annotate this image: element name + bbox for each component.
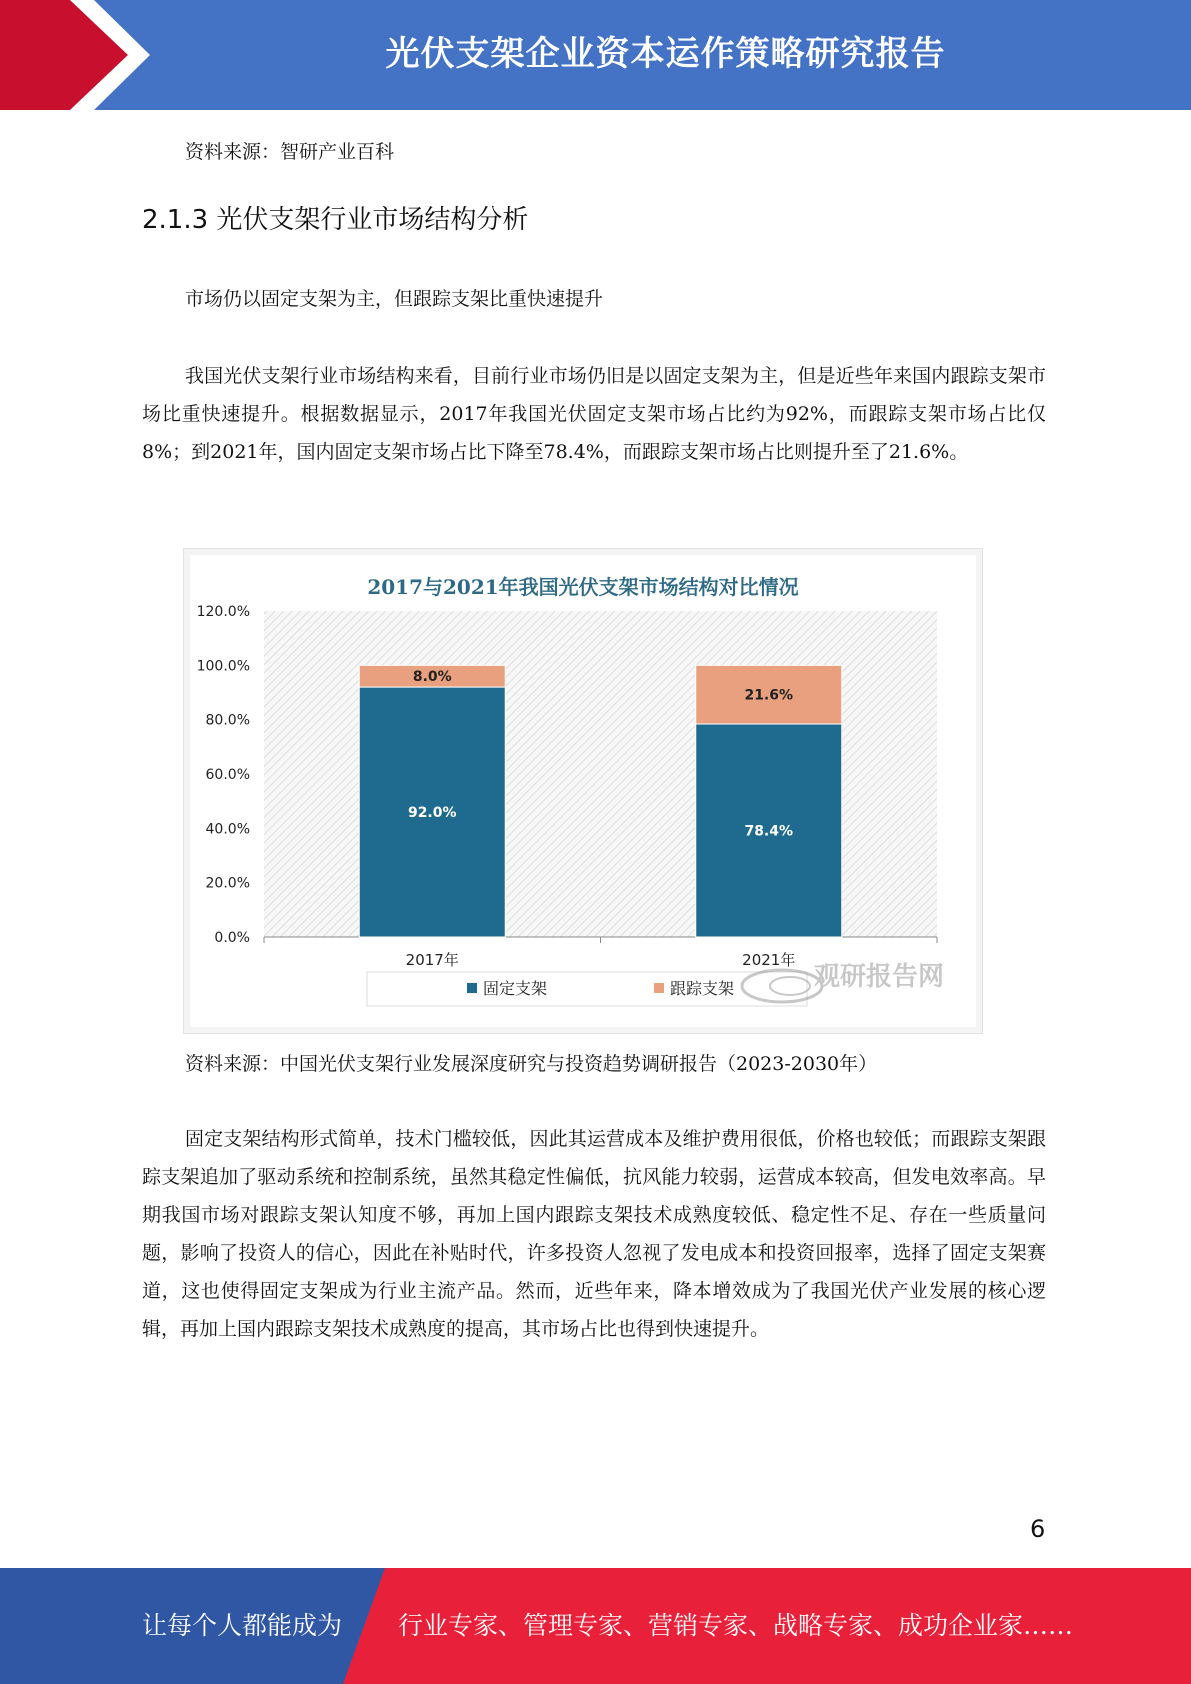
legend-box: [367, 972, 807, 1006]
chart-canvas: [184, 549, 982, 1033]
y-tick-label: 120.0%: [196, 604, 250, 620]
x-tick-label: 2017年: [405, 951, 459, 969]
section-heading: 2.1.3 光伏支架行业市场结构分析: [142, 205, 529, 235]
data-label: 8.0%: [412, 669, 452, 686]
page-header: [0, 0, 1191, 110]
source-note-chart: 资料来源：中国光伏支架行业发展深度研究与投资趋势调研报告（2023-2030年）: [185, 1053, 878, 1075]
legend-swatch: [654, 983, 664, 993]
data-label: 78.4%: [744, 823, 794, 840]
watermark-text: 观研报告网: [814, 962, 945, 992]
y-tick-label: 40.0%: [205, 821, 250, 838]
report-title: 光伏支架企业资本运作策略研究报告: [385, 34, 946, 74]
y-tick-label: 20.0%: [205, 875, 250, 892]
legend-entry: 固定支架: [483, 979, 548, 998]
market-structure-chart: [183, 548, 983, 1034]
data-label: 92.0%: [407, 805, 457, 822]
lead-sentence: 市场仍以固定支架为主，但跟踪支架比重快速提升: [185, 288, 604, 310]
data-label: 21.6%: [744, 687, 794, 704]
y-tick-label: 80.0%: [205, 712, 250, 729]
footer-slogan-left: 让每个人都能成为: [142, 1611, 343, 1640]
y-tick-label: 0.0%: [214, 930, 250, 946]
body-paragraph-1: 我国光伏支架行业市场结构来看，目前行业市场仍旧是以固定支架为主，但是近些年来国内跟踪支架市场比重快速提升。根据数据显示，2017年我国光伏固定支架市场占比约为92%，而跟踪支架市场占比仅8%；到2021年，国内固定支架市场占比下降至78.4%，而跟踪支架市场占比则提升至了21.6%。: [142, 365, 1046, 463]
page-footer: [0, 1568, 1191, 1684]
body-paragraph-2: 固定支架结构形式简单，技术门槛较低，因此其运营成本及维护费用很低，价格也较低；而跟踪支架跟踪支架追加了驱动系统和控制系统，虽然其稳定性偏低，抗风能力较弱，运营成本较高，但发电效率高。早期我国市场对跟踪支架认知度不够，再加上国内跟踪支架技术成熟度较低、稳定性不足、存在一些质量问题，影响了投资人的信心，因此在补贴时代，许多投资人忽视了发电成本和投资回报率，选择了固定支架赛道，这也使得固定支架成为行业主流产品。然而，近些年来，降本增效成为了我国光伏产业发展的核心逻辑，再加上国内跟踪支架技术成熟度的提高，其市场占比也得到快速提升。: [142, 1128, 1046, 1340]
source-note-top: 资料来源：智研产业百科: [185, 141, 395, 163]
y-tick-label: 60.0%: [205, 767, 250, 783]
page-number: 6: [1030, 1515, 1046, 1543]
y-tick-label: 100.0%: [196, 658, 250, 675]
legend-swatch: [467, 983, 477, 993]
x-tick-label: 2021年: [742, 951, 796, 969]
footer-slogan-right: 行业专家、管理专家、营销专家、战略专家、成功企业家……: [398, 1611, 1074, 1640]
legend-entry: 跟踪支架: [670, 979, 735, 998]
chart-title: 2017与2021年我国光伏支架市场结构对比情况: [367, 575, 799, 599]
